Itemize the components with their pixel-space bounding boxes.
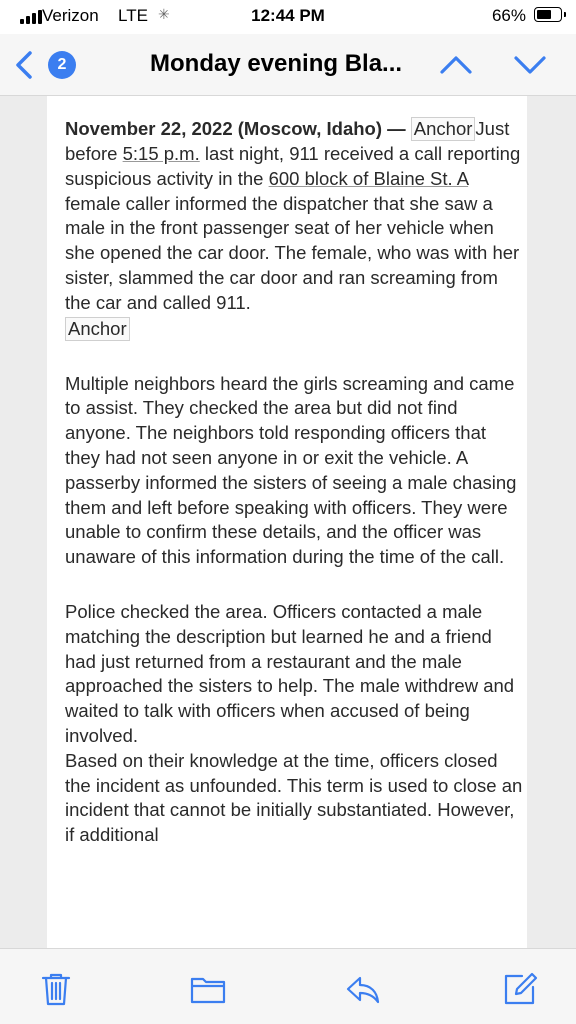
bottom-toolbar [0, 948, 576, 1024]
anchor-link[interactable]: Anchor [65, 317, 130, 341]
text-run: female caller informed the dispatcher that she saw a male in the front passenger seat of her vehicle when she opened the car door. The female, who was with her sister, slammed the car door and ran screaming from the car and called 911. [65, 192, 520, 313]
clock: 12:44 PM [251, 6, 325, 25]
paragraph-3: Police checked the area. Officers contacted a male matching the description but learned he and a friend had just returned from a restaurant and the male approached the sisters to help. The male withdrew and waited to talk with officers when accused of being involved. [65, 600, 515, 746]
compose-button[interactable] [502, 971, 538, 1007]
paragraph-4: Based on their knowledge at the time, officers closed the incident as unfounded. This term is used to close an incident that cannot be initially substantiated. However, if additional [65, 749, 523, 846]
activity-spinner-icon: ✳ [158, 6, 170, 22]
delete-button[interactable] [38, 971, 74, 1007]
paragraph-1 [65, 116, 523, 342]
dateline: November 22, 2022 (Moscow, Idaho) — [65, 118, 406, 139]
move-to-folder-button[interactable] [190, 971, 226, 1007]
carrier-name: Verizon [42, 6, 99, 25]
folder-icon [190, 971, 226, 1007]
status-bar [0, 0, 576, 34]
navigation-bar [0, 34, 576, 96]
chevron-down-icon [512, 50, 548, 80]
reply-icon [345, 971, 381, 1007]
message-body[interactable] [47, 96, 527, 948]
anchor-link[interactable]: Anchor [411, 117, 476, 141]
chevron-left-icon [10, 48, 40, 82]
paragraph-2: Multiple neighbors heard the girls screaming and came to assist. They checked the area but did not find anyone. The neighbors told responding officers that they had not seen anyone in or exit the vehicle. A passerby informed the sisters of seeing a male chasing them and left before speaking with officers. They were unable to confirm these details, and the officer was unaware of this information during the time of the call. [65, 372, 517, 568]
address-link[interactable]: 600 block of Blaine St. A [268, 167, 469, 189]
unread-count-badge[interactable]: 2 [48, 51, 76, 79]
text-run: last night, 911 received a call reporting suspicious activity in the [65, 143, 521, 189]
chevron-up-icon [438, 50, 474, 80]
back-button[interactable] [10, 48, 40, 82]
previous-message-button[interactable] [438, 50, 474, 80]
time-link[interactable]: 5:15 p.m. [122, 143, 200, 164]
trash-icon [38, 971, 74, 1007]
battery-percent: 66% [491, 6, 526, 25]
text-run: Just before [65, 118, 510, 164]
reply-button[interactable] [345, 971, 381, 1007]
battery-icon [534, 7, 562, 22]
next-message-button[interactable] [512, 50, 548, 80]
message-title: Monday evening Bla... [150, 50, 403, 77]
network-type: LTE [118, 6, 148, 25]
compose-icon [502, 971, 538, 1007]
